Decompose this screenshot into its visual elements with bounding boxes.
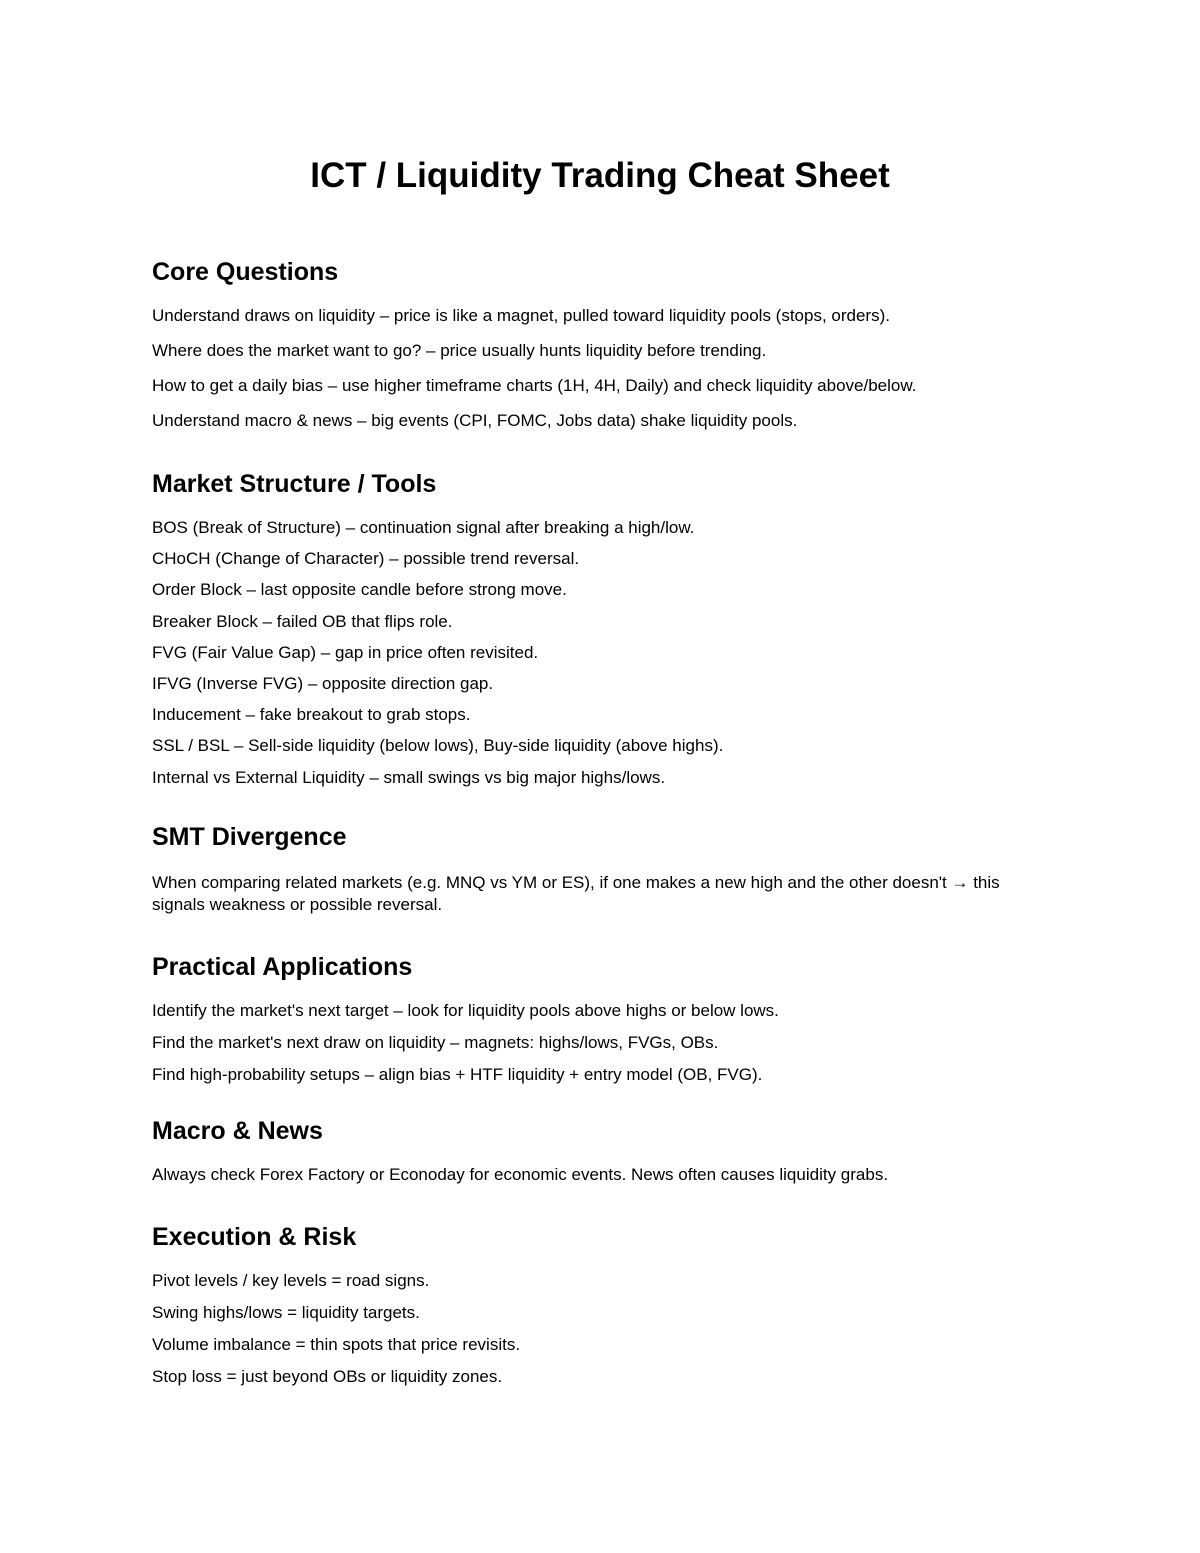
section-body (152, 518, 1072, 788)
text-line: Swing highs/lows = liquidity targets. (152, 1303, 420, 1322)
document-title: ICT / Liquidity Trading Cheat Sheet (310, 156, 890, 195)
section-heading: Core Questions (152, 258, 339, 286)
section-body (152, 872, 1072, 916)
text-line: Understand macro & news – big events (CPI, FOMC, Jobs data) shake liquidity pools. (152, 411, 798, 430)
section-heading: Practical Applications (152, 953, 413, 981)
section-execution-risk (152, 1221, 1072, 1399)
text-line: Inducement – fake breakout to grab stops. (152, 705, 471, 725)
text-line: FVG (Fair Value Gap) – gap in price often revisited. (152, 642, 539, 662)
section-body (152, 1165, 1072, 1185)
section-heading: SMT Divergence (152, 823, 347, 851)
text-line: Order Block – last opposite candle before strong move. (152, 580, 567, 600)
section-heading: Macro & News (152, 1117, 323, 1145)
section-body (152, 1001, 1072, 1085)
text-line: Understand draws on liquidity – price is like a magnet, pulled toward liquidity pools (stops, orders). (152, 306, 890, 325)
text-paragraph: When comparing related markets (e.g. MNQ vs YM or ES), if one makes a new high and the other doesn't → this signals weakness or possible reversal. (152, 873, 1000, 914)
section-market-structure-tools (152, 468, 1072, 799)
text-line: Internal vs External Liquidity – small swings vs big major highs/lows. (152, 767, 666, 787)
section-core-questions (152, 256, 1072, 446)
text-line: Find the market's next draw on liquidity – magnets: highs/lows, FVGs, OBs. (152, 1033, 719, 1052)
text-line: Find high-probability setups – align bias + HTF liquidity + entry model (OB, FVG). (152, 1065, 763, 1084)
text-line: Pivot levels / key levels = road signs. (152, 1271, 430, 1290)
section-heading: Market Structure / Tools (152, 470, 437, 498)
section-body (152, 306, 1072, 431)
text-line: How to get a daily bias – use higher timeframe charts (1H, 4H, Daily) and check liquidity above/below. (152, 376, 917, 395)
section-body (152, 1271, 1072, 1387)
section-smt-divergence (152, 821, 1072, 916)
text-line: Where does the market want to go? – price usually hunts liquidity before trending. (152, 341, 767, 360)
text-line: Breaker Block – failed OB that flips role. (152, 611, 453, 631)
text-line: IFVG (Inverse FVG) – opposite direction gap. (152, 673, 494, 693)
text-line: SSL / BSL – Sell-side liquidity (below lows), Buy-side liquidity (above highs). (152, 736, 724, 756)
text-line: Volume imbalance = thin spots that price revisits. (152, 1335, 521, 1354)
section-macro-news (152, 1115, 1072, 1185)
text-line: CHoCH (Change of Character) – possible trend reversal. (152, 549, 580, 569)
text-line: Stop loss = just beyond OBs or liquidity zones. (152, 1367, 503, 1386)
text-line: Identify the market's next target – look for liquidity pools above highs or below lows. (152, 1001, 779, 1020)
section-heading: Execution & Risk (152, 1223, 357, 1251)
text-line: Always check Forex Factory or Econoday for economic events. News often causes liquidity grabs. (152, 1165, 889, 1184)
section-practical-applications (152, 951, 1072, 1097)
text-line: BOS (Break of Structure) – continuation signal after breaking a high/low. (152, 518, 695, 537)
